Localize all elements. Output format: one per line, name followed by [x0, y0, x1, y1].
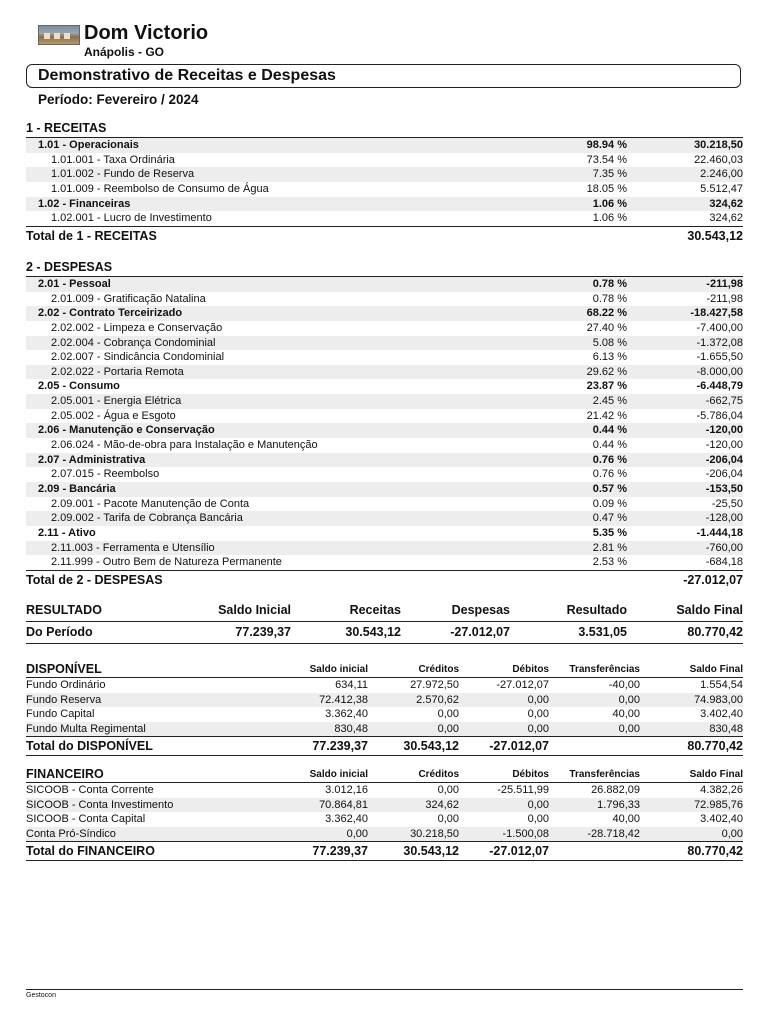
account-percent: 98.94 %	[586, 139, 627, 151]
report-title-box	[26, 64, 741, 88]
account-group-row	[26, 423, 743, 438]
account-group-row	[26, 277, 743, 292]
resultado-row	[26, 622, 743, 644]
cell-creditos: 0,00	[437, 784, 459, 796]
cell-transferencias: 40,00	[612, 813, 640, 826]
account-row	[26, 321, 743, 336]
building-logo-icon	[38, 25, 80, 45]
account-label: 2.06 - Manutenção e Conservação	[38, 424, 215, 437]
financeiro-table	[26, 765, 743, 861]
cell-transferencias: 0,00	[618, 722, 640, 735]
account-percent: 29.62 %	[586, 365, 627, 378]
footer-text: Gestocon	[26, 992, 56, 999]
account-value: -6.448,79	[696, 380, 743, 393]
account-percent: 68.22 %	[586, 307, 627, 320]
resultado-despesas: -27.012,07	[450, 625, 510, 639]
account-label: 2.01 - Pessoal	[38, 278, 111, 290]
account-value: -120,00	[705, 424, 743, 437]
account-value: -120,00	[705, 439, 743, 452]
account-percent: 27.40 %	[586, 321, 627, 334]
city-label: Anápolis - GO	[84, 45, 165, 59]
account-group-row	[26, 482, 743, 497]
disponivel-total-saldo-final: 80.770,42	[687, 739, 743, 754]
account-label: 1.01.009 - Reembolso de Consumo de Água	[51, 182, 269, 195]
cell-transferencias: -28.718,42	[587, 827, 640, 840]
receitas-rows	[26, 138, 743, 226]
financeiro-col-saldo-inicial: Saldo inicial	[309, 769, 368, 780]
cell-saldo-inicial: 634,11	[335, 679, 368, 691]
account-group-row	[26, 379, 743, 394]
cell-creditos: 0,00	[437, 708, 459, 721]
table-row	[26, 812, 743, 827]
account-label: 2.11 - Ativo	[38, 526, 96, 539]
disponivel-title: DISPONÍVEL	[26, 662, 102, 676]
cell-transferencias: -40,00	[608, 679, 640, 691]
account-percent: 23.87 %	[586, 380, 627, 393]
despesas-title: 2 - DESPESAS	[26, 259, 743, 277]
table-row	[26, 693, 743, 708]
account-percent: 2.81 %	[592, 541, 627, 554]
account-value: 5.512,47	[700, 182, 743, 195]
account-value: -211,98	[706, 292, 743, 305]
disponivel-total-label: Total do DISPONÍVEL	[26, 739, 153, 754]
cell-saldo-final: 72.985,76	[694, 798, 743, 811]
row-name: SICOOB - Conta Investimento	[26, 798, 174, 811]
resultado-header	[26, 600, 743, 622]
despesas-total-label: Total de 2 - DESPESAS	[26, 572, 163, 587]
cell-creditos: 2.570,62	[416, 693, 459, 706]
period-label: Período: Fevereiro / 2024	[38, 92, 199, 107]
disponivel-total	[26, 736, 743, 756]
account-percent: 0.44 %	[592, 439, 627, 452]
account-row	[26, 336, 743, 351]
account-value: -25,50	[711, 497, 743, 510]
account-percent: 0.47 %	[592, 512, 627, 525]
account-row	[26, 497, 743, 512]
resultado-header-saldo-inicial: Saldo Inicial	[218, 603, 291, 617]
account-label: 2.09.002 - Tarifa de Cobrança Bancária	[51, 512, 243, 525]
account-label: 1.01.001 - Taxa Ordinária	[51, 153, 175, 166]
account-row	[26, 365, 743, 380]
account-value: -206,04	[705, 468, 743, 481]
account-row	[26, 511, 743, 526]
financeiro-col-transferencias: Transferências	[569, 769, 640, 780]
table-row	[26, 827, 743, 842]
table-row	[26, 707, 743, 722]
cell-saldo-inicial: 3.362,40	[325, 813, 368, 826]
resultado-saldo-final: 80.770,42	[687, 625, 743, 639]
table-row	[26, 678, 743, 693]
disponivel-header	[26, 660, 743, 678]
cell-saldo-final: 74.983,00	[694, 693, 743, 706]
receitas-total	[26, 226, 743, 245]
table-row	[26, 722, 743, 737]
account-row	[26, 167, 743, 182]
cell-saldo-final: 4.382,26	[700, 784, 743, 796]
account-label: 2.05.001 - Energia Elétrica	[51, 395, 182, 408]
account-group-row	[26, 526, 743, 541]
account-value: -8.000,00	[696, 365, 743, 378]
account-percent: 5.08 %	[592, 336, 627, 349]
cell-saldo-inicial: 0,00	[346, 827, 368, 840]
cell-saldo-inicial: 3.362,40	[325, 708, 368, 721]
account-label: 2.05.002 - Água e Esgoto	[51, 409, 176, 422]
despesas-section	[26, 259, 743, 589]
account-percent: 0.76 %	[592, 453, 627, 466]
account-row	[26, 438, 743, 453]
account-label: 1.02.001 - Lucro de Investimento	[51, 212, 212, 225]
account-label: 2.11.003 - Ferramenta e Utensílio	[51, 541, 215, 554]
account-percent: 2.53 %	[592, 556, 627, 569]
disponivel-table	[26, 660, 743, 756]
cell-saldo-inicial: 72.412,38	[319, 693, 368, 706]
account-group-row	[26, 306, 743, 321]
financeiro-rows	[26, 783, 743, 841]
row-name: SICOOB - Conta Capital	[26, 813, 146, 826]
account-percent: 73.54 %	[586, 153, 627, 166]
cell-debitos: 0,00	[527, 798, 549, 811]
resultado-header-saldo-final: Saldo Final	[676, 603, 743, 617]
disponivel-col-creditos: Créditos	[418, 664, 459, 675]
account-value: 30.218,50	[694, 139, 743, 151]
account-value: 2.246,00	[700, 168, 743, 181]
receitas-total-label: Total de 1 - RECEITAS	[26, 228, 157, 243]
account-label: 2.07 - Administrativa	[38, 453, 146, 466]
resultado-header-receitas: Receitas	[349, 603, 401, 617]
account-label: 2.09.001 - Pacote Manutenção de Conta	[51, 497, 250, 510]
row-name: Fundo Reserva	[26, 693, 102, 706]
account-percent: 0.78 %	[592, 278, 627, 290]
table-row	[26, 783, 743, 798]
account-value: -7.400,00	[696, 321, 743, 334]
financeiro-total-creditos: 30.543,12	[403, 844, 459, 859]
account-label: 2.02 - Contrato Terceirizado	[38, 307, 183, 320]
table-row	[26, 798, 743, 813]
cell-debitos: -1.500,08	[502, 827, 549, 840]
disponivel-rows	[26, 678, 743, 736]
account-percent: 2.45 %	[592, 395, 627, 408]
disponivel-total-creditos: 30.543,12	[403, 739, 459, 754]
account-row	[26, 350, 743, 365]
account-percent: 6.13 %	[592, 351, 627, 364]
resultado-resultado: 3.531,05	[578, 625, 627, 639]
cell-creditos: 324,62	[425, 798, 459, 811]
account-percent: 0.09 %	[592, 497, 627, 510]
despesas-total-value: -27.012,07	[683, 572, 743, 587]
resultado-saldo-inicial: 77.239,37	[235, 625, 291, 639]
account-percent: 1.06 %	[592, 212, 627, 225]
row-name: Fundo Multa Regimental	[26, 722, 146, 735]
cell-creditos: 0,00	[437, 722, 459, 735]
cell-debitos: 0,00	[527, 813, 549, 826]
account-value: -206,04	[705, 453, 743, 466]
receitas-section	[26, 120, 743, 245]
account-row	[26, 409, 743, 424]
resultado-header-despesas: Despesas	[451, 603, 510, 617]
account-row	[26, 292, 743, 307]
despesas-rows	[26, 277, 743, 570]
financeiro-total-saldo-final: 80.770,42	[687, 844, 743, 859]
cell-creditos: 27.972,50	[410, 679, 459, 691]
resultado-header-label: RESULTADO	[26, 603, 102, 617]
account-label: 2.02.002 - Limpeza e Conservação	[51, 321, 223, 334]
account-row	[26, 153, 743, 168]
account-value: -760,00	[705, 541, 743, 554]
account-group-row	[26, 138, 743, 153]
account-value: -18.427,58	[690, 307, 743, 320]
cell-saldo-final: 3.402,40	[700, 813, 743, 826]
financeiro-header	[26, 765, 743, 783]
account-percent: 0.44 %	[592, 424, 627, 437]
receitas-total-value: 30.543,12	[687, 228, 743, 243]
account-value: 324,62	[709, 197, 743, 210]
account-row	[26, 182, 743, 197]
account-label: 2.06.024 - Mão-de-obra para Instalação e Manutenção	[51, 439, 318, 452]
account-percent: 0.78 %	[592, 292, 627, 305]
account-percent: 1.06 %	[592, 197, 627, 210]
financeiro-col-debitos: Débitos	[512, 769, 549, 780]
account-value: -128,00	[705, 512, 743, 525]
account-value: -684,18	[705, 556, 743, 569]
cell-creditos: 30.218,50	[410, 827, 459, 840]
account-percent: 0.76 %	[592, 468, 627, 481]
resultado-receitas: 30.543,12	[345, 625, 401, 639]
financeiro-total-saldo-inicial: 77.239,37	[312, 844, 368, 859]
account-group-row	[26, 197, 743, 212]
account-row	[26, 467, 743, 482]
cell-saldo-final: 830,48	[709, 722, 743, 735]
financeiro-title: FINANCEIRO	[26, 767, 104, 781]
cell-debitos: 0,00	[527, 693, 549, 706]
account-label: 1.01 - Operacionais	[38, 139, 139, 151]
financeiro-total-label: Total do FINANCEIRO	[26, 844, 155, 859]
financeiro-col-saldo-final: Saldo Final	[689, 769, 743, 780]
cell-saldo-inicial: 830,48	[334, 722, 368, 735]
account-value: -153,50	[705, 482, 743, 495]
account-value: -211,98	[706, 278, 743, 290]
account-percent: 21.42 %	[586, 409, 627, 422]
disponivel-total-saldo-inicial: 77.239,37	[312, 739, 368, 754]
cell-debitos: 0,00	[527, 708, 549, 721]
cell-transferencias: 40,00	[612, 708, 640, 721]
despesas-total	[26, 570, 743, 589]
account-value: -1.655,50	[696, 351, 743, 364]
account-value: -1.372,08	[696, 336, 743, 349]
disponivel-col-transferencias: Transferências	[569, 664, 640, 675]
account-label: 2.02.007 - Sindicância Condominial	[51, 351, 225, 364]
account-percent: 18.05 %	[586, 182, 627, 195]
row-name: Conta Pró-Síndico	[26, 827, 116, 840]
cell-transferencias: 26.882,09	[591, 784, 640, 796]
account-row	[26, 555, 743, 570]
cell-debitos: 0,00	[527, 722, 549, 735]
financeiro-total-debitos: -27.012,07	[489, 844, 549, 859]
account-row	[26, 211, 743, 226]
cell-saldo-final: 1.554,54	[700, 679, 743, 691]
cell-saldo-final: 3.402,40	[700, 708, 743, 721]
cell-transferencias: 0,00	[618, 693, 640, 706]
financeiro-col-creditos: Créditos	[418, 769, 459, 780]
resultado-section	[26, 600, 743, 644]
account-label: 2.11.999 - Outro Bem de Natureza Permanente	[51, 556, 282, 569]
account-value: 22.460,03	[694, 153, 743, 166]
cell-saldo-final: 0,00	[721, 827, 743, 840]
account-percent: 0.57 %	[592, 482, 627, 495]
account-percent: 5.35 %	[592, 526, 627, 539]
account-label: 2.09 - Bancária	[38, 482, 116, 495]
account-label: 1.01.002 - Fundo de Reserva	[51, 168, 195, 181]
account-value: -5.786,04	[696, 409, 743, 422]
account-value: 324,62	[709, 212, 743, 225]
disponivel-col-debitos: Débitos	[512, 664, 549, 675]
account-label: 2.01.009 - Gratificação Natalina	[51, 292, 206, 305]
resultado-header-resultado: Resultado	[566, 603, 627, 617]
row-name: SICOOB - Conta Corrente	[26, 784, 154, 796]
account-label: 2.05 - Consumo	[38, 380, 120, 393]
cell-transferencias: 1.796,33	[597, 798, 640, 811]
account-percent: 7.35 %	[592, 168, 627, 181]
account-row	[26, 541, 743, 556]
account-label: 2.02.004 - Cobrança Condominial	[51, 336, 216, 349]
cell-creditos: 0,00	[437, 813, 459, 826]
account-value: -1.444,18	[696, 526, 743, 539]
financeiro-total	[26, 841, 743, 861]
cell-saldo-inicial: 3.012,16	[325, 784, 368, 796]
receitas-title: 1 - RECEITAS	[26, 120, 743, 138]
cell-debitos: -27.012,07	[496, 679, 549, 691]
account-label: 2.07.015 - Reembolso	[51, 468, 160, 481]
disponivel-total-debitos: -27.012,07	[489, 739, 549, 754]
resultado-row-label: Do Período	[26, 625, 93, 639]
account-label: 2.02.022 - Portaria Remota	[51, 365, 184, 378]
account-value: -662,75	[705, 395, 743, 408]
account-row	[26, 394, 743, 409]
cell-debitos: -25.511,99	[497, 784, 549, 796]
org-name: Dom Victorio	[84, 22, 209, 44]
row-name: Fundo Ordinário	[26, 679, 106, 691]
disponivel-col-saldo-final: Saldo Final	[689, 664, 743, 675]
disponivel-col-saldo-inicial: Saldo inicial	[309, 664, 368, 675]
account-label: 1.02 - Financeiras	[38, 197, 131, 210]
footer	[26, 989, 743, 999]
report-title: Demonstrativo de Receitas e Despesas	[38, 67, 336, 84]
cell-saldo-inicial: 70.864,81	[319, 798, 368, 811]
row-name: Fundo Capital	[26, 708, 95, 721]
account-group-row	[26, 453, 743, 468]
